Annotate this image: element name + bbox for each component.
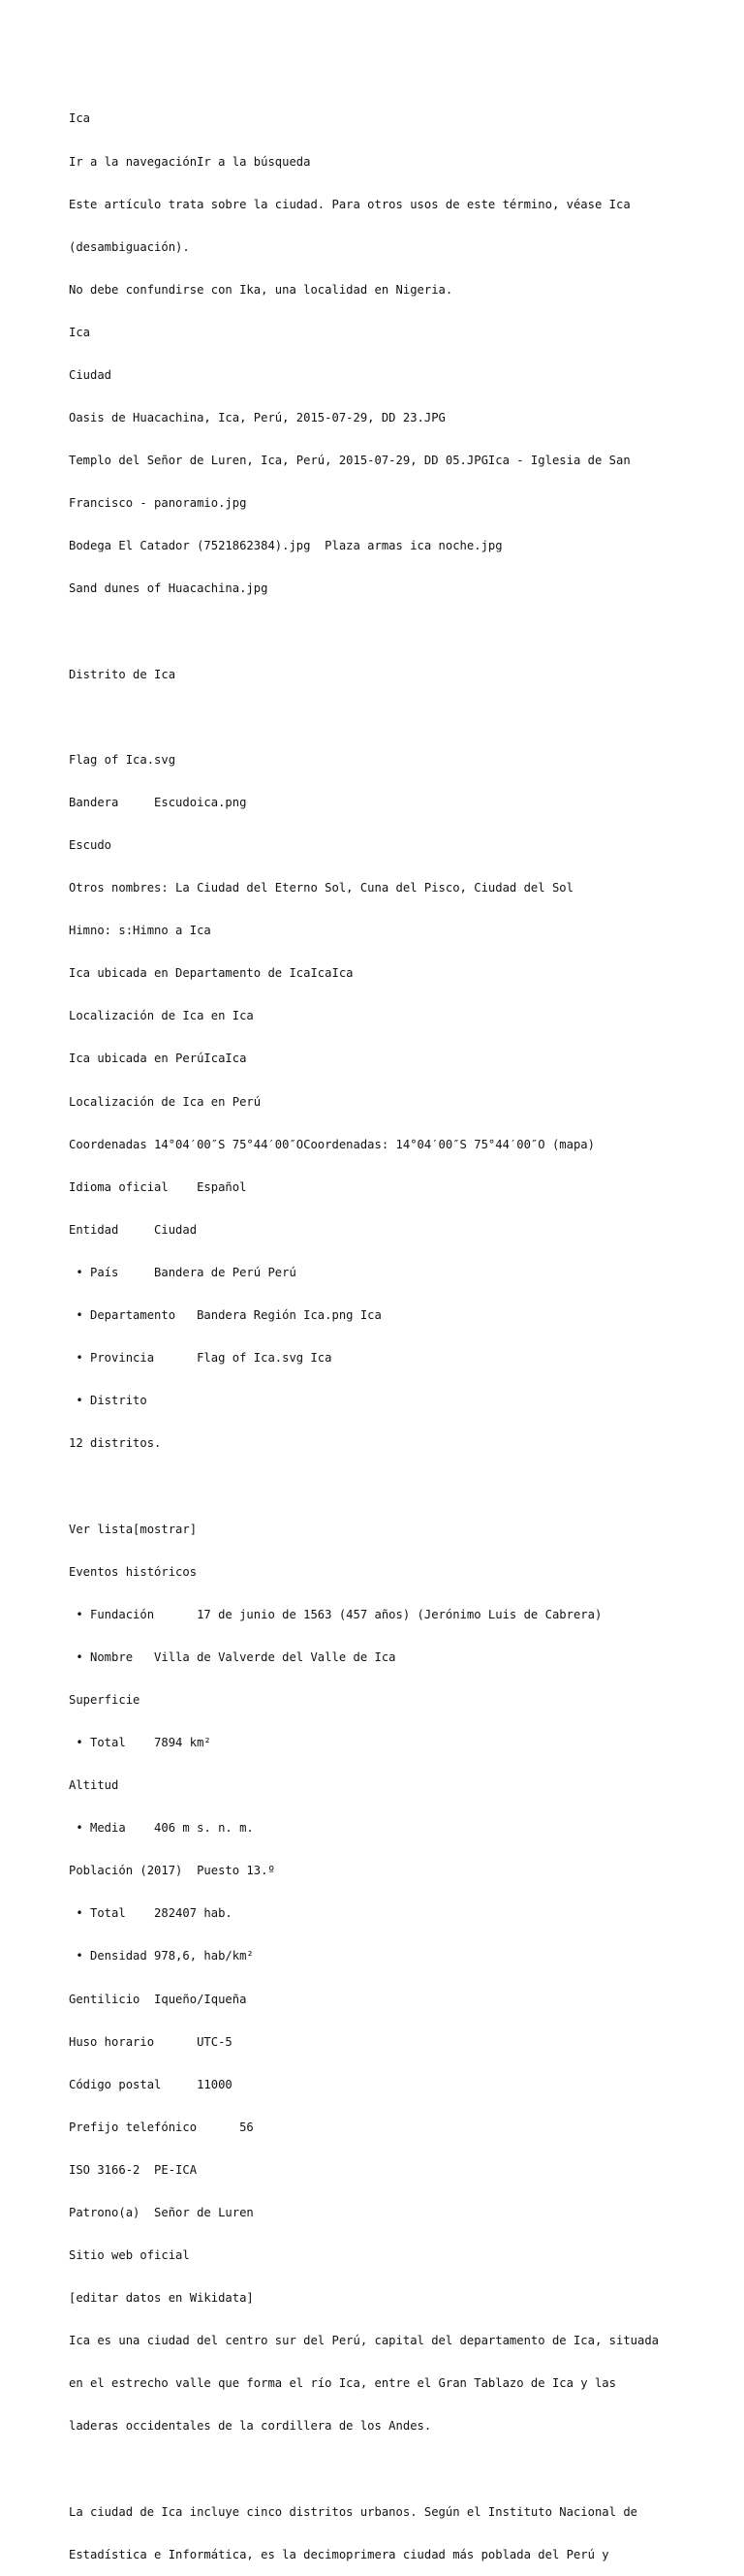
doc-line: Bodega El Catador (7521862384).jpg Plaza armas ica noche.jpg [69,539,503,553]
doc-line: Eventos históricos [69,1564,198,1579]
doc-line: Ica [69,325,91,339]
doc-line: • País Bandera de Perú Perú [69,1265,296,1279]
doc-line: • Distrito [69,1394,147,1408]
doc-line: Superficie [69,1692,140,1707]
doc-line: No debe confundirse con Ika, una localidad en Nigeria. [69,282,453,297]
doc-line: laderas occidentales de la cordillera de los Andes. [69,2419,432,2434]
doc-line: Himno: s:Himno a Ica [69,924,211,938]
doc-line: (desambiguación). [69,239,190,254]
doc-line-official-website[interactable]: Sitio web oficial [69,2248,190,2263]
doc-line: • Departamento Bandera Región Ica.png Ica [69,1308,382,1323]
doc-line: Otros nombres: La Ciudad del Eterno Sol, Cuna del Pisco, Ciudad del Sol [69,881,574,895]
doc-line: Idioma oficial Español [69,1179,247,1194]
doc-line: La ciudad de Ica incluye cinco distritos urbanos. Según el Instituto Nacional de [69,2504,637,2519]
doc-line: en el estrecho valle que forma el río Ica, entre el Gran Tablazo de Ica y las [69,2376,616,2391]
doc-line: Gentilicio Iqueño/Iqueña [69,1992,247,2006]
doc-line: Prefijo telefónico 56 [69,2120,254,2134]
doc-line-edit-wikidata[interactable]: [editar datos en Wikidata] [69,2291,254,2306]
doc-line: Localización de Ica en Ica [69,1009,254,1023]
doc-line: • Nombre Villa de Valverde del Valle de Ica [69,1649,396,1664]
doc-line: Población (2017) Puesto 13.º [69,1864,275,1878]
document-body [69,83,689,2576]
doc-line: Ciudad [69,367,112,382]
doc-line: Estadística e Informática, es la decimoprimera ciudad más poblada del Perú y [69,2547,609,2561]
doc-line: Ica ubicada en Departamento de IcaIcaIca [69,966,354,981]
doc-line [69,1479,689,1493]
doc-line [69,710,689,725]
doc-line: 12 distritos. [69,1436,162,1451]
doc-line: Templo del Señor de Luren, Ica, Perú, 2015-07-29, DD 05.JPGIca - Iglesia de San [69,454,631,468]
doc-line: Flag of Ica.svg [69,752,176,767]
doc-line: Localización de Ica en Perú [69,1094,262,1109]
doc-line: Altitud [69,1778,119,1793]
doc-line: Escudo [69,838,112,852]
doc-line-show-list-toggle[interactable]: Ver lista[mostrar] [69,1522,198,1536]
doc-line: Este artículo trata sobre la ciudad. Para otros usos de este término, véase Ica [69,197,631,211]
doc-line: Huso horario UTC-5 [69,2034,232,2049]
doc-line: • Provincia Flag of Ica.svg Ica [69,1351,332,1366]
doc-line: Bandera Escudoica.png [69,795,247,809]
doc-line: Oasis de Huacachina, Ica, Perú, 2015-07-29, DD 23.JPG [69,411,446,425]
doc-line: Código postal 11000 [69,2077,232,2091]
doc-line: • Fundación 17 de junio de 1563 (457 años) (Jerónimo Luis de Cabrera) [69,1607,603,1621]
doc-line [69,2463,689,2477]
doc-line: Ica ubicada en PerúIcaIca [69,1052,247,1066]
doc-line: Ica [69,111,91,126]
doc-line: ISO 3166-2 PE-ICA [69,2162,198,2177]
doc-line: Sand dunes of Huacachina.jpg [69,581,268,596]
doc-line-coordinates: Coordenadas 14°04′00″S 75°44′00″OCoordenadas: 14°04′00″S 75°44′00″O (mapa) [69,1137,595,1151]
doc-line: Francisco - panoramio.jpg [69,496,247,511]
doc-line: • Media 406 m s. n. m. [69,1821,254,1836]
doc-line [69,625,689,640]
doc-line-nav-links[interactable]: Ir a la navegaciónIr a la búsqueda [69,154,311,169]
doc-line: Entidad Ciudad [69,1222,198,1237]
doc-line: • Total 7894 km² [69,1735,211,1749]
doc-line: Distrito de Ica [69,667,176,681]
doc-line: • Total 282407 hab. [69,1906,232,1921]
doc-line: Ica es una ciudad del centro sur del Perú, capital del departamento de Ica, situada [69,2334,660,2348]
doc-line: • Densidad 978,6, hab/km² [69,1949,254,1963]
doc-line: Patrono(a) Señor de Luren [69,2206,254,2219]
